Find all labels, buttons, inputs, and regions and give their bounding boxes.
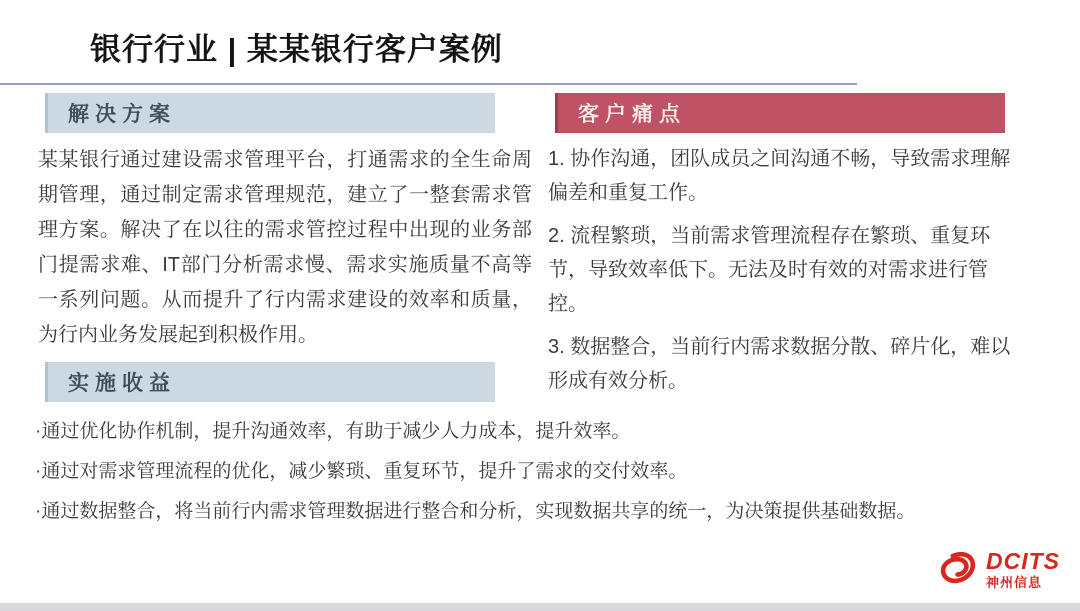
pain-points-list: [548, 142, 1016, 407]
pain-points-section-header: [555, 93, 1005, 133]
page-title: 银行行业 | 某某银行客户案例: [90, 32, 503, 67]
title-underline: [0, 83, 857, 85]
solution-body-text: 某某银行通过建设需求管理平台，打通需求的全生命周期管理，通过制定需求管理规范，建立了一整套需求管理方案。解决了在以往的需求管控过程中出现的业务部门提需求难、IT部门分析需求慢、需求实施质量不高等一系列问题。从而提升了行内需求建设的效率和质量，为行内业务发展起到积极作用。: [38, 149, 532, 346]
solution-section-header: [45, 93, 495, 133]
benefit-item: ·通过数据整合，将当前行内需求管理数据进行整合和分析，实现数据共享的统一，为决策提供基础数据。: [35, 501, 916, 522]
company-logo: [935, 548, 1060, 590]
logo-subtitle: 神州信息: [986, 574, 1043, 590]
logo-name: DCITS: [986, 547, 1060, 574]
pain-points-header-label: 客户痛点: [578, 102, 686, 126]
pain-point-item: 3. 数据整合，当前行内需求数据分散、碎片化，难以形成有效分析。: [548, 336, 1011, 392]
benefits-section-header: [45, 362, 495, 402]
benefit-item: ·通过优化协作机制，提升沟通效率，有助于减少人力成本，提升效率。: [35, 421, 631, 442]
pain-point-item: 1. 协作沟通，团队成员之间沟通不畅，导致需求理解偏差和重复工作。: [548, 148, 1011, 204]
dcits-swirl-icon: [935, 548, 981, 590]
benefit-item: ·通过对需求管理流程的优化，减少繁琐、重复环节，提升了需求的交付效率。: [35, 461, 688, 482]
logo-text: [986, 547, 1060, 590]
benefits-list: [35, 420, 1045, 540]
pain-point-item: 2. 流程繁琐，当前需求管理流程存在繁琐、重复环节，导致效率低下。无法及时有效的对需求进行管控。: [548, 225, 991, 315]
solution-header-label: 解决方案: [68, 102, 176, 126]
benefits-header-label: 实施收益: [68, 371, 176, 395]
bottom-edge-strip: [0, 603, 1080, 611]
